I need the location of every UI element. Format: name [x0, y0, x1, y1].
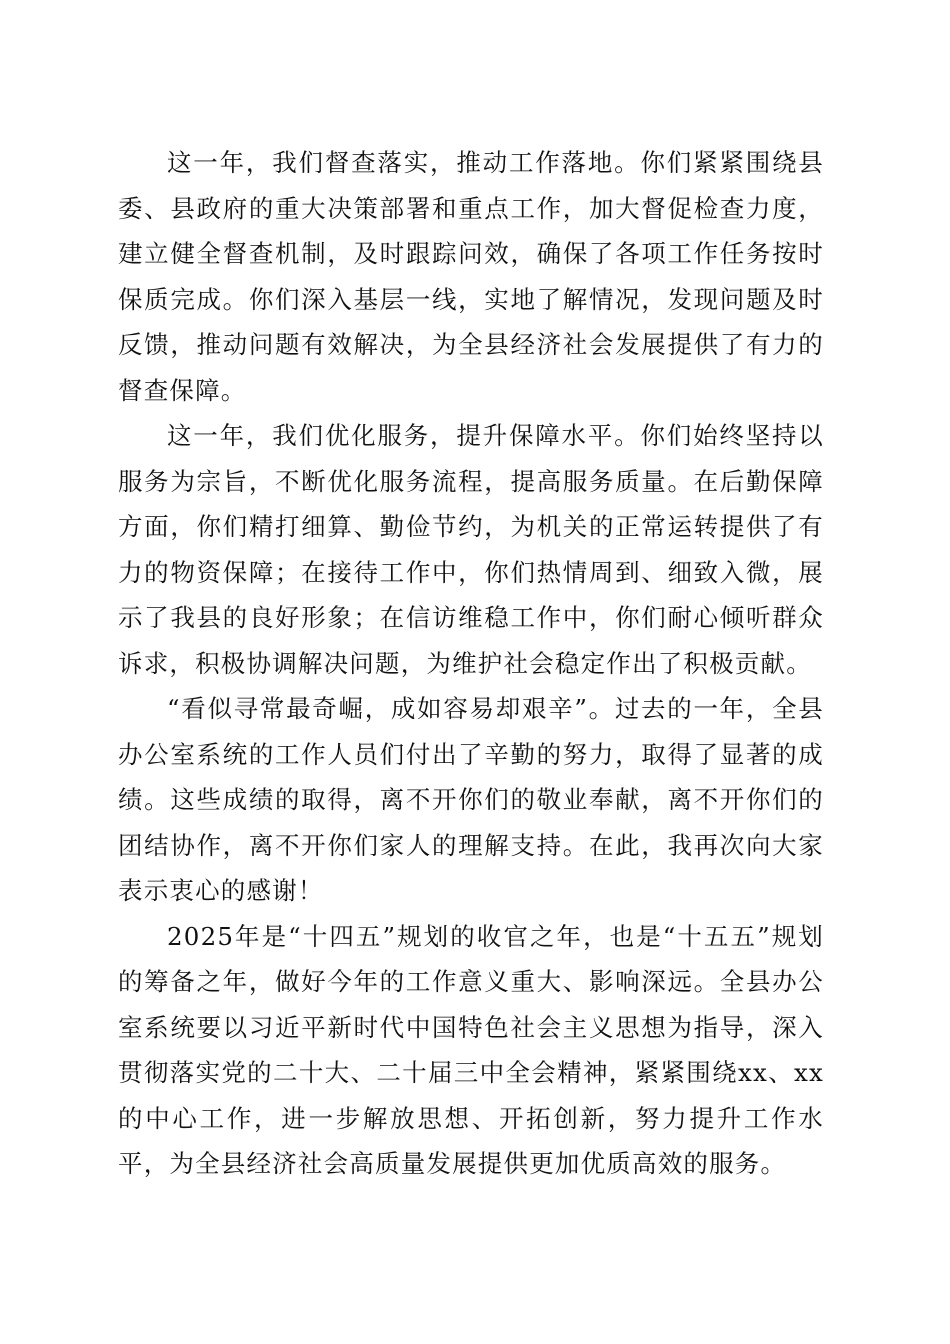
document-body [118, 140, 824, 1187]
paragraph-supervision: 这一年，我们督查落实，推动工作落地。你们紧紧围绕县委、县政府的重大决策部署和重点工作，加大督促检查力度，建立健全督查机制，及时跟踪问效，确保了各项工作任务按时保质完成。你们深入基层一线，实地了解情况，发现问题及时反馈，推动问题有效解决，为全县经济社会发展提供了有力的督查保障。 [118, 148, 824, 405]
paragraph-service: 这一年，我们优化服务，提升保障水平。你们始终坚持以服务为宗旨，不断优化服务流程，提高服务质量。在后勤保障方面，你们精打细算、勤俭节约，为机关的正常运转提供了有力的物资保障；在接待工作中，你们热情周到、细致入微，展示了我县的良好形象；在信访维稳工作中，你们耐心倾听群众诉求，积极协调解决问题，为维护社会稳定作出了积极贡献。 [118, 421, 824, 678]
paragraph-thanks: “看似寻常最奇崛，成如容易却艰辛”。过去的一年，全县办公室系统的工作人员们付出了辛勤的努力，取得了显著的成绩。这些成绩的取得，离不开你们的敬业奉献，离不开你们的团结协作，离不开你们家人的理解支持。在此，我再次向大家表示衷心的感谢！ [118, 694, 824, 905]
paragraph-2025-outlook: 2025年是“十四五”规划的收官之年，也是“十五五”规划的筹备之年，做好今年的工作意义重大、影响深远。全县办公室系统要以习近平新时代中国特色社会主义思想为指导，深入贯彻落实党的二十大、二十届三中全会精神，紧紧围绕xx、xx的中心工作，进一步解放思想、开拓创新，努力提升工作水平，为全县经济社会高质量发展提供更加优质高效的服务。 [118, 921, 824, 1178]
